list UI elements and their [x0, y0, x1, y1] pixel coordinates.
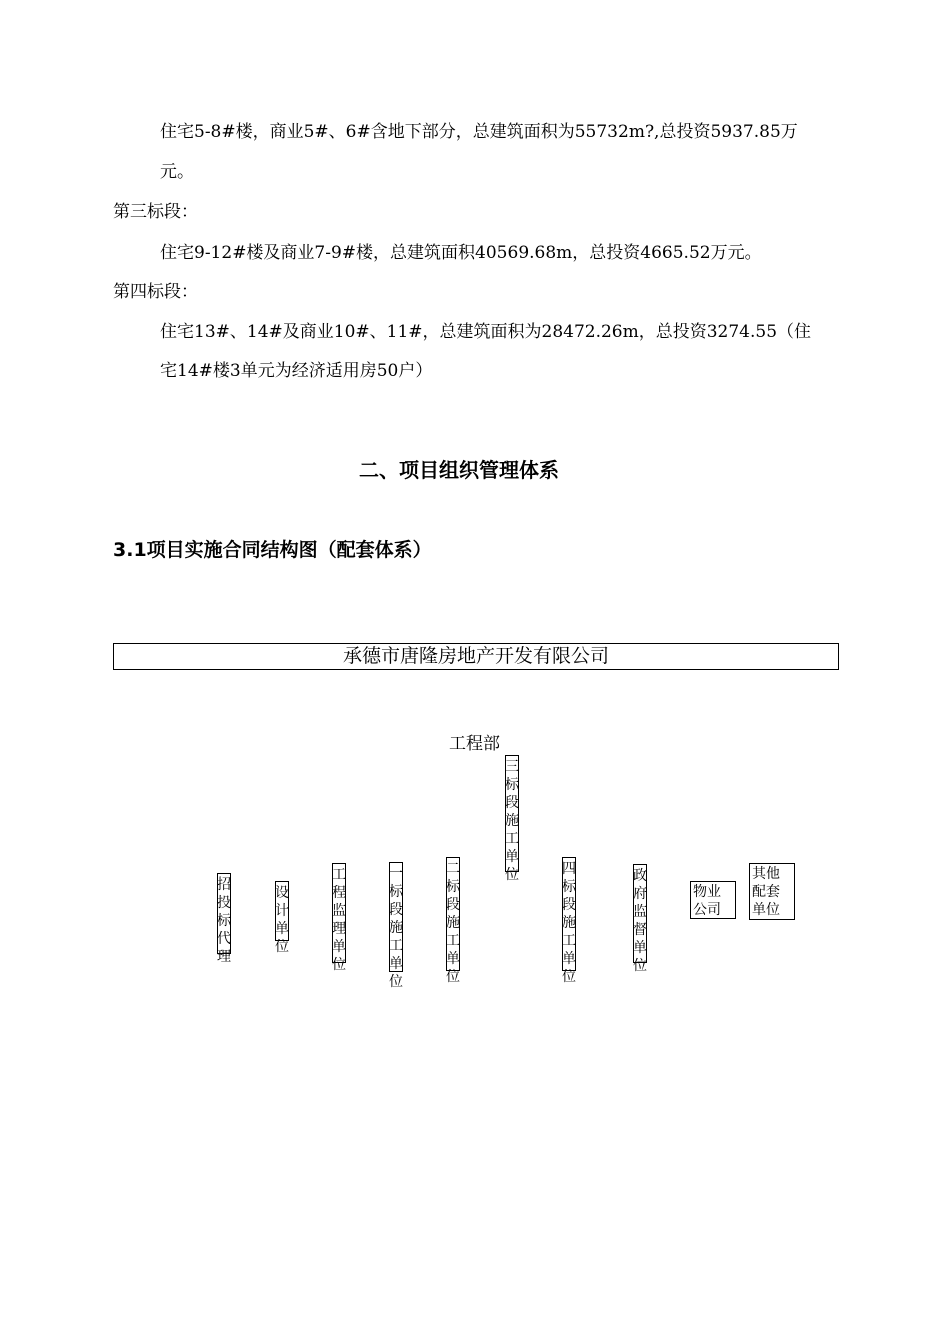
section-label: 第四标段： [113, 282, 198, 302]
paragraph-line: 住宅5-8#楼，商业5#、6#含地下部分，总建筑面积为55732m?,总投资5937.85万 [160, 122, 798, 142]
unit-bid3 [505, 755, 519, 883]
unit-design [275, 881, 289, 955]
paragraph-line: 宅14#楼3单元为经济适用房50户） [160, 361, 433, 381]
paragraph-line: 住宅9-12#楼及商业7-9#楼，总建筑面积40569.68m，总投资4665.52万元。 [160, 243, 762, 263]
unit-bid1 [389, 862, 403, 990]
unit-label: 政府监督单位 [633, 868, 647, 974]
unit-label: 三标段施工单位 [505, 759, 519, 883]
company-box: 承德市唐隆房地产开发有限公司 [113, 643, 839, 670]
unit-label: 工程监理单位 [332, 867, 346, 973]
unit-government [633, 864, 647, 974]
unit-property: 物业公司 [690, 881, 736, 919]
section-heading: 3.1项目实施合同结构图（配套体系） [113, 539, 432, 561]
unit-label: 一标段施工单位 [389, 866, 403, 990]
unit-label: 二标段施工单位 [446, 861, 460, 985]
department-label: 工程部 [449, 734, 500, 754]
unit-label: 设计单位 [275, 885, 289, 955]
unit-other: 其他配套单位 [749, 863, 795, 920]
section-label: 第三标段： [113, 202, 198, 222]
chapter-heading: 二、项目组织管理体系 [359, 458, 559, 482]
paragraph-line: 住宅13#、14#及商业10#、11#，总建筑面积为28472.26m，总投资3274.55（住 [160, 322, 812, 342]
unit-tender-agent [217, 873, 231, 965]
unit-bid2 [446, 857, 460, 985]
unit-label: 招投标代理 [217, 877, 231, 965]
unit-bid4 [562, 857, 576, 985]
paragraph-line: 元。 [160, 162, 194, 182]
unit-label: 四标段施工单位 [562, 861, 576, 985]
unit-supervision [332, 863, 346, 973]
